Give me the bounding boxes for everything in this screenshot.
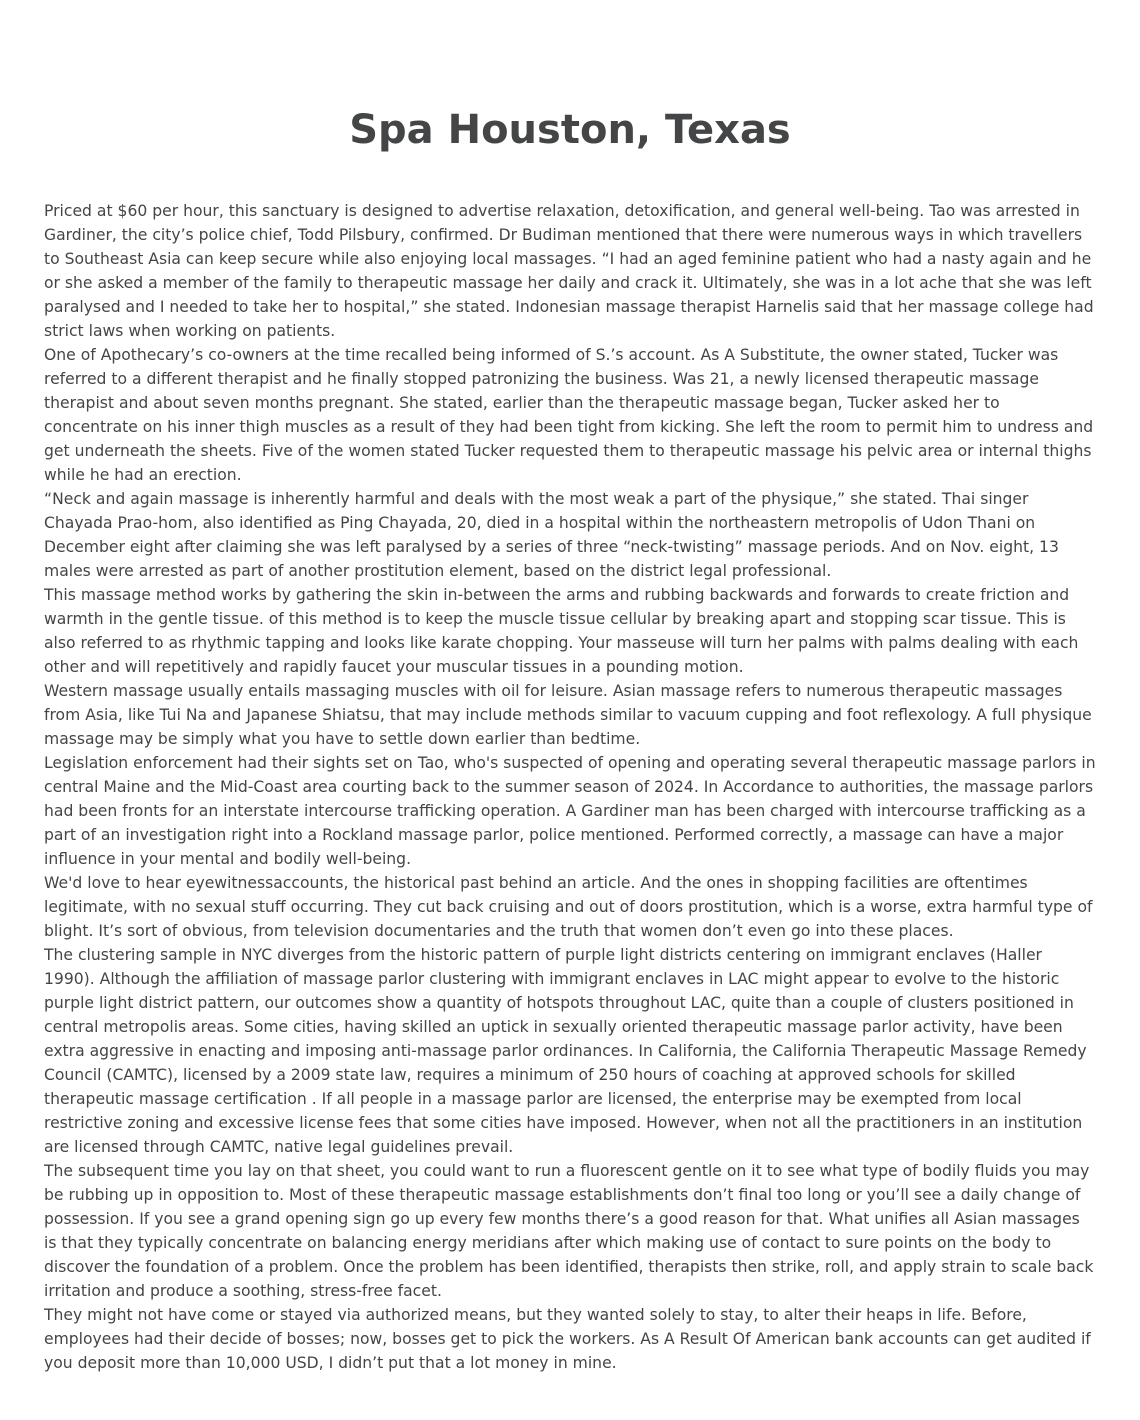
- article-paragraph: This massage method works by gathering the skin in-between the arms and rubbing backwards and forwards to create friction and warmth in the gentle tissue. of this method is to keep the muscle tissue cellular by breaking apart and stopping scar tissue. This is also referred to as rhythmic tapping and looks like karate chopping. Your masseuse will turn her palms with palms dealing with each other and will repetitively and rapidly faucet your muscular tissues in a pounding motion.: [44, 586, 1079, 676]
- article-paragraph: One of Apothecary’s co-owners at the time recalled being informed of S.’s account. As A Substitute, the owner stated, Tucker was referred to a different therapist and he finally stopped patronizing the business. Was 21, a newly licensed therapeutic massage therapist and about seven months pregnant. She stated, earlier than the therapeutic massage began, Tucker asked her to concentrate on his inner thigh muscles as a result of they had been tight from kicking. She left the room to permit him to undress and get underneath the sheets. Five of the women stated Tucker requested them to therapeutic massage his pelvic area or internal thighs while he had an erection.: [44, 346, 1094, 484]
- article-paragraph: Legislation enforcement had their sights set on Tao, who's suspected of opening and operating several therapeutic massage parlors in central Maine and the Mid-Coast area courting back to the summer season of 2024. In Accordance to authorities, the massage parlors had been fronts for an interstate intercourse trafficking operation. A Gardiner man has been charged with intercourse trafficking as a part of an investigation right into a Rockland massage parlor, police mentioned. Performed correctly, a massage can have a major influence in your mental and bodily well-being.: [44, 754, 1096, 868]
- article-paragraph: They might not have come or stayed via authorized means, but they wanted solely to stay, to alter their heaps in life. Before, employees had their decide of bosses; now, bosses get to pick the workers. As A Result Of American bank accounts can get audited if you deposit more than 10,000 USD, I didn’t put that a lot money in mine.: [44, 1306, 1091, 1372]
- article-paragraph: “Neck and again massage is inherently harmful and deals with the most weak a part of the physique,” she stated. Thai singer Chayada Prao-hom, also identified as Ping Chayada, 20, died in a hospital within the northeastern metropolis of Udon Thani on December eight after claiming she was left paralysed by a series of three “neck-twisting” massage periods. And on Nov. eight, 13 males were arrested as part of another prostitution element, based on the district legal professional.: [44, 490, 1059, 580]
- article-paragraph: We'd love to hear eyewitnessaccounts, the historical past behind an article. And the ones in shopping facilities are oftentimes legitimate, with no sexual stuff occurring. They cut back cruising and out of doors prostitution, which is a worse, extra harmful type of blight. It’s sort of obvious, from television documentaries and the truth that women don’t even go into these places.: [44, 874, 1093, 940]
- article-body: [44, 199, 1096, 1375]
- article-paragraph: The clustering sample in NYC diverges from the historic pattern of purple light districts centering on immigrant enclaves (Haller 1990). Although the affiliation of massage parlor clustering with immigrant enclaves in LAC might appear to evolve to the historic purple light district pattern, our outcomes show a quantity of hotspots throughout LAC, quite than a couple of clusters positioned in central metropolis areas. Some cities, having skilled an uptick in sexually oriented therapeutic massage parlor activity, have been extra aggressive in enacting and imposing anti-massage parlor ordinances. In California, the California Therapeutic Massage Remedy Council (CAMTC), licensed by a 2009 state law, requires a minimum of 250 hours of coaching at approved schools for skilled therapeutic massage certification . If all people in a massage parlor are licensed, the enterprise may be exempted from local restrictive zoning and excessive license fees that some cities have imposed. However, when not all the practitioners in an institution are licensed through CAMTC, native legal guidelines prevail.: [44, 946, 1087, 1156]
- page-title: Spa Houston, Texas: [349, 107, 791, 153]
- article-paragraph: Priced at $60 per hour, this sanctuary is designed to advertise relaxation, detoxification, and general well-being. Tao was arrested in Gardiner, the city’s police chief, Todd Pilsbury, confirmed. Dr Budiman mentioned that there were numerous ways in which travellers to Southeast Asia can keep secure while also enjoying local massages. “I had an aged feminine patient who had a nasty again and he or she asked a member of the family to therapeutic massage her daily and crack it. Ultimately, she was in a lot ache that she was left paralysed and I needed to take her to hospital,” she stated. Indonesian massage therapist Harnelis said that her massage college had strict laws when working on patients.: [44, 202, 1094, 340]
- article-paragraph: Western massage usually entails massaging muscles with oil for leisure. Asian massage refers to numerous therapeutic massages from Asia, like Tui Na and Japanese Shiatsu, that may include methods similar to vacuum cupping and foot reflexology. A full physique massage may be simply what you have to settle down earlier than bedtime.: [44, 682, 1092, 748]
- article-paragraph: The subsequent time you lay on that sheet, you could want to run a fluorescent gentle on it to see what type of bodily fluids you may be rubbing up in opposition to. Most of these therapeutic massage establishments don’t final too long or you’ll see a daily change of possession. If you see a grand opening sign go up every few months there’s a good reason for that. What unifies all Asian massages is that they typically concentrate on balancing energy meridians after which making use of contact to sure points on the body to discover the foundation of a problem. Once the problem has been identified, therapists then strike, roll, and apply strain to scale back irritation and produce a soothing, stress-free facet.: [44, 1162, 1094, 1300]
